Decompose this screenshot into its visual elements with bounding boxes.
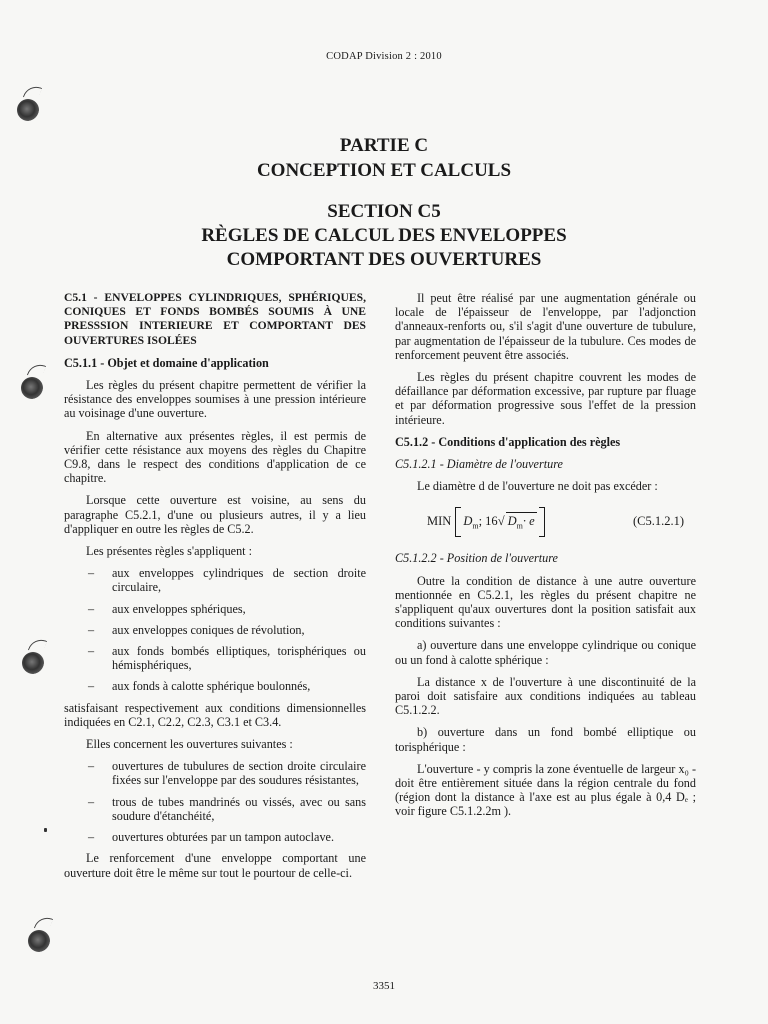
formula-expression: MIN $D_m$; 16√ $D_m\cdot e$ (427, 507, 545, 537)
c5121-heading: C5.1.2.1 - Diamètre de l'ouverture (395, 457, 563, 472)
section-title-block (0, 200, 768, 272)
part-label: PARTIE C (339, 135, 429, 156)
paragraph: Le renforcement d'une enveloppe comportant une ouverture doit être le même sur tout le pourtour de celle-ci. (64, 851, 366, 880)
list-item: – ouvertures obturées par un tampon autoclave. (64, 830, 366, 844)
formula-e: · e (522, 514, 535, 529)
paragraph: En alternative aux présentes règles, il est permis de vérifier cette résistance aux moyens des règles du Chapitre C9.8, dans le respect des conditions d'application de ce chapitre. (64, 428, 366, 486)
formula-ref: (C5.1.2.1) (633, 514, 685, 529)
openings-list (64, 759, 366, 844)
formula-min: MIN (427, 514, 452, 529)
running-header: CODAP Division 2 : 2010 (326, 51, 442, 62)
punch-hole-mark (17, 99, 39, 121)
paragraph: a) ouverture dans une enveloppe cylindrique ou conique ou un fond à calotte sphérique : (395, 638, 696, 667)
paragraph: Le diamètre d de l'ouverture ne doit pas excéder : (417, 479, 658, 494)
formula-dm-subscript: m (472, 521, 479, 531)
paragraph: satisfaisant respectivement aux conditions dimensionnelles indiquées en C2.1, C2.2, C2.3, C3.1 et C3.4. (64, 700, 366, 729)
section-title-line-1: RÈGLES DE CALCUL DES ENVELOPPES (201, 225, 567, 246)
right-column (395, 291, 696, 827)
paragraph: b) ouverture dans un fond bombé elliptique ou torisphérique : (395, 725, 696, 754)
c5122-heading: C5.1.2.2 - Position de l'ouverture (395, 551, 558, 566)
list-item: – aux fonds à calotte sphérique boulonnés, (64, 679, 366, 693)
formula-dm-inner-subscript: m (516, 521, 523, 531)
punch-hole-mark (21, 377, 43, 399)
scan-speck (44, 828, 47, 832)
c511-heading: C5.1.1 - Objet et domaine d'application (64, 355, 269, 370)
list-item: – aux enveloppes cylindriques de section droite circulaire, (64, 566, 366, 594)
section-title-line-2: COMPORTANT DES OUVERTURES (226, 249, 542, 270)
paragraph: Il peut être réalisé par une augmentation générale ou locale de l'épaisseur de l'enveloppe, par l'adjonction d'anneaux-renforts ou, s'il s'agit d'une ouverture de tubulure, par augmentation de l'épaisseur de la tubulure. Ces modes de renforcement peuvent être associés. (395, 291, 696, 362)
formula-dm-inner: D (507, 514, 517, 529)
page-number: 3351 (373, 980, 395, 992)
list-item: – aux enveloppes coniques de révolution, (64, 623, 366, 637)
bracket-right (539, 507, 545, 537)
formula-separator: ; 16 (478, 514, 498, 529)
bracket-left (455, 507, 461, 537)
paragraph: La distance x de l'ouverture à une discontinuité de la paroi doit satisfaire aux conditions indiquées au tableau C5.1.2.2. (395, 674, 696, 718)
paragraph: Les règles du présent chapitre permettent de vérifier la résistance des enveloppes soumises à une pression intérieure au voisinage d'une ouverture. (64, 378, 366, 421)
part-title-block (0, 133, 768, 183)
c512-heading: C5.1.2 - Conditions d'application des règles (395, 434, 621, 449)
paragraph: L'ouverture - y compris la zone éventuelle de largeur x₀ - doit être entièrement située dans la région centrale du fond (région dont la distance à l'axe est au plus égale à 0,4 Dₑ ; voir figure C5.1.2.2m ). (395, 761, 696, 819)
paragraph: Elles concernent les ouvertures suivantes : (86, 737, 293, 752)
list-item: – ouvertures de tubulures de section droite circulaire fixées sur l'enveloppe par des soudures résistantes, (64, 759, 366, 787)
c51-heading: C5.1 - ENVELOPPES CYLINDRIQUES, SPHÉRIQUES, CONIQUES ET FONDS BOMBÉS SOUMIS À UNE PRESSSION INTERIEURE ET COMPORTANT DES OUVERTURES ISOLÉES (64, 291, 366, 347)
formula-dm: D (463, 514, 473, 529)
paragraph: Les règles du présent chapitre couvrent les modes de défaillance par déformation excessive, par rupture par fluage et par déformation progressive sous l'effet de la pression intérieure. (395, 370, 696, 427)
list-item: – aux fonds bombés elliptiques, torisphériques ou hémisphériques, (64, 644, 366, 672)
punch-hole-mark (22, 652, 44, 674)
section-label: SECTION C5 (327, 201, 441, 222)
left-column (64, 291, 366, 888)
paragraph: Outre la condition de distance à une autre ouverture mentionnée en C5.2.1, les règles du présent chapitre ne s'appliquent qu'aux ouvertures dont la position satisfait aux conditions suivantes : (395, 573, 696, 631)
paragraph: Lorsque cette ouverture est voisine, au sens du paragraphe C5.2.1, d'une ou plusieurs autres, il y a lieu d'appliquer en outre les règles de C5.2. (64, 493, 366, 536)
formula-sqrt (506, 512, 537, 534)
list-item: – aux enveloppes sphériques, (64, 602, 366, 616)
paragraph: Les présentes règles s'appliquent : (86, 544, 253, 559)
applicability-list (64, 566, 366, 693)
part-title: CONCEPTION ET CALCULS (256, 160, 512, 181)
punch-hole-mark (28, 930, 50, 952)
formula-c5121 (395, 501, 696, 539)
list-item: – trous de tubes mandrinés ou vissés, avec ou sans soudure d'étanchéité, (64, 795, 366, 823)
